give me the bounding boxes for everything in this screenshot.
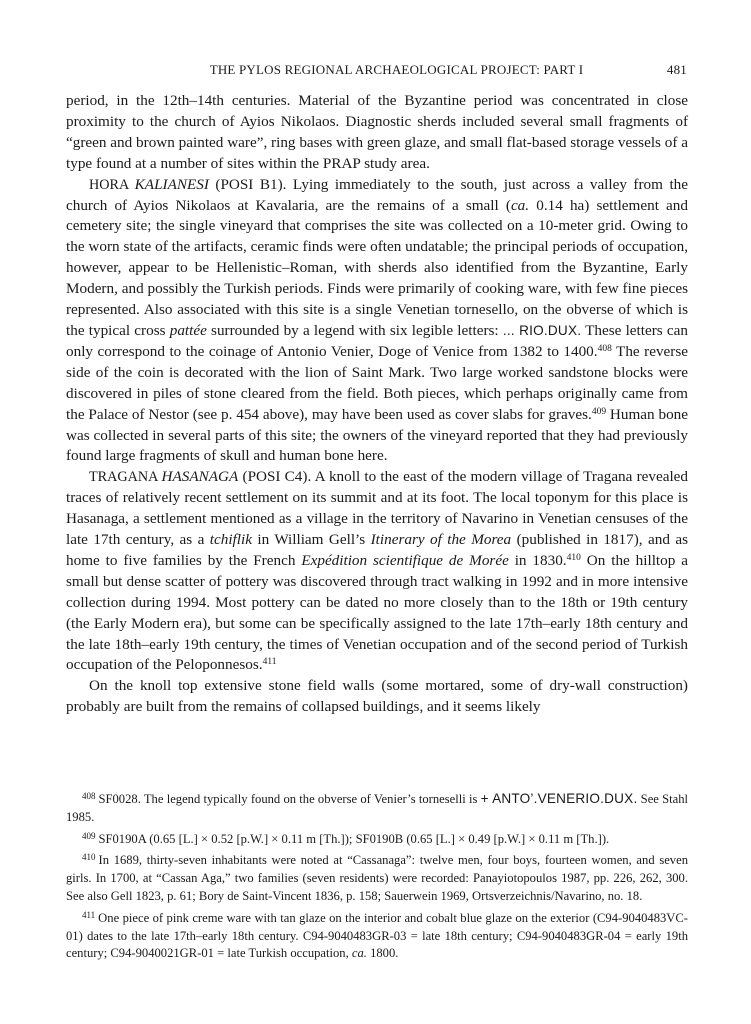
running-header xyxy=(66,62,687,80)
text-span: Lying immediately to the south, just across a valley from the church of Ayios Nikolaos at Kavalaria, are the remains of a small ( xyxy=(66,175,688,214)
site-heading-kalianesi: KALIANESI xyxy=(134,175,209,193)
page-number: 481 xyxy=(666,62,687,77)
paragraph-byzantine-material: period, in the 12th–14th centuries. Material of the Byzantine period was concentrated in close proximity to the church of Ayios Nikolaos. Diagnostic sherds included several small fragments of “green and brown painted ware”, ring bases with green glaze, and small flat-based storage vessels of a type found at a number of sites within the PRAP study area. xyxy=(66,92,688,172)
running-title: THE PYLOS REGIONAL ARCHAEOLOGICAL PROJECT: PART I xyxy=(209,62,584,77)
footnote-ref-408[interactable]: 408 xyxy=(597,343,612,354)
footnote-number: 410 xyxy=(82,852,96,863)
paragraph-knoll-walls: On the knoll top extensive stone field walls (some mortared, some of dry-wall construction) probably are built from the remains of collapsed buildings, and it seems likely xyxy=(66,677,688,716)
italic-tchiflik: tchiflik xyxy=(209,531,252,549)
text-span: Human bone was collected in several parts of this site; the owners of the vineyard reported that they had previously found large fragments of skull and human bone here. xyxy=(66,405,689,465)
text-span: 0.14 ha) settlement and cemetery site; the single vineyard that comprises the site was collected on a 10-meter grid. Owing to the worn state of the artifacts, ceramic finds were often undatable; the principal periods of occupation, however, appear to be Hellenistic–Roman, with sherds also identified from the Byzantine, Early Modern, and possibly the Turkish periods. Finds were primarily of cooking ware, with few fine pieces represented. Also associated with this site is a single Venetian tornesello, on the obverse of which is the typical cross xyxy=(66,196,688,339)
italic-ca: ca. xyxy=(510,196,530,214)
paragraph-tragana-hasanaga xyxy=(66,467,688,676)
coin-legend-full: + ANTO’.VENERIO.DUX. xyxy=(480,791,638,806)
footnote-ref-411[interactable]: 411 xyxy=(262,657,277,668)
footnote-ref-409[interactable]: 409 xyxy=(591,406,607,417)
site-heading-tragana: TRAGANA xyxy=(89,469,162,486)
footnote-411 xyxy=(66,910,688,963)
site-heading-hora: HORA xyxy=(89,176,135,193)
text-span: One piece of pink creme ware with tan glaze on the interior and cobalt blue glaze on the exterior (C94-9040483VC-01) dates to the late 17th–early 18th century. C94-9040483GR-03 = late 18th century; C94-9040483GR-04 = early 19th century; C94-9040021GR-01 = late Turkish occupation, xyxy=(66,910,688,961)
site-heading-hasanaga: HASANAGA xyxy=(161,468,239,486)
text-span: SF0190A (0.65 [L.] × 0.52 [p.W.] × 0.11 m [Th.]); SF0190B (0.65 [L.] × 0.49 [p.W.] × 0.11 m [Th.]). xyxy=(98,831,610,846)
italic-itinerary-title: Itinerary of the Morea xyxy=(370,531,512,549)
footnote-ref-410[interactable]: 410 xyxy=(566,552,581,563)
text-span: A knoll to the east of the modern village of Tragana revealed traces of relatively recent settlement on its summit and at its foot. The local toponym for this place is Hasanaga, a settlement mentioned as a village in the territory of Navarino in Venetian censuses of the late 17th century, as a xyxy=(66,468,689,549)
coin-legend: ... RIO.DUX. xyxy=(502,322,582,338)
italic-pattee: pattée xyxy=(169,321,207,339)
text-span: The reverse side of the coin is decorated with the lion of Saint Mark. Two large worked sandstone blocks were discovered in piles of stone cleared from the field. Both pieces, which perhaps originally came from the Palace of Nestor (see p. 454 above), may have been used as cover slabs for graves. xyxy=(66,342,688,423)
site-heading-posi-c4: (POSI C4). xyxy=(238,468,312,486)
main-text xyxy=(66,91,688,718)
footnote-409 xyxy=(66,831,688,849)
footnote-410 xyxy=(66,852,688,905)
paragraph-hora-kalianesi xyxy=(66,175,688,468)
text-span: surrounded by a legend with six legible letters: xyxy=(206,321,503,339)
footnote-number: 411 xyxy=(82,909,96,920)
italic-expedition-title: Expédition scientifique de Morée xyxy=(301,551,509,569)
text-span: (published in 1817), and as home to five families by the French xyxy=(66,531,688,569)
text-span: 1800. xyxy=(366,946,399,961)
text-span: These letters can only correspond to the coinage of Antonio Venier, Doge of Venice from 1382 to 1400. xyxy=(66,321,688,360)
text-span: In 1689, thirty-seven inhabitants were noted at “Cassanaga”: twelve men, four boys, fourteen women, and seven girls. In 1700, at “Cassan Aga,” two families (seven residents) were recorded: Panayiotopoulos 1987, pp. 226, 262, 300. See also Gell 1823, p. 61; Bory de Saint-Vincent 1836, p. 158; Sauerwein 1969, Ortsverzeichnis/Navarino, no. 18. xyxy=(66,853,688,903)
footnotes xyxy=(66,790,688,967)
site-heading-posi-b1: (POSI B1). xyxy=(208,175,287,193)
text-span: On the hilltop a small but dense scatter of pottery was discovered through tract walking in 1992 and in more intensive collection during 1994. Most pottery can be dated no more closely than to the 18th or 19th century (the Early Modern era), but some can be specifically assigned to the late 17th–early 18th century and the late 18th–early 19th century, the times of Venetian occupation and of the second period of Turkish occupation of the Peloponnesos. xyxy=(66,551,688,674)
italic-ca: ca. xyxy=(351,946,367,961)
footnote-408 xyxy=(66,790,688,827)
footnote-number: 408 xyxy=(82,791,96,801)
text-span: in William Gell’s xyxy=(251,531,371,549)
text-span: in 1830. xyxy=(508,551,567,569)
footnote-number: 409 xyxy=(82,830,96,841)
text-span: SF0028. The legend typically found on the obverse of Venier’s torneselli is xyxy=(98,792,481,806)
text-span: See Stahl 1985. xyxy=(66,792,689,824)
